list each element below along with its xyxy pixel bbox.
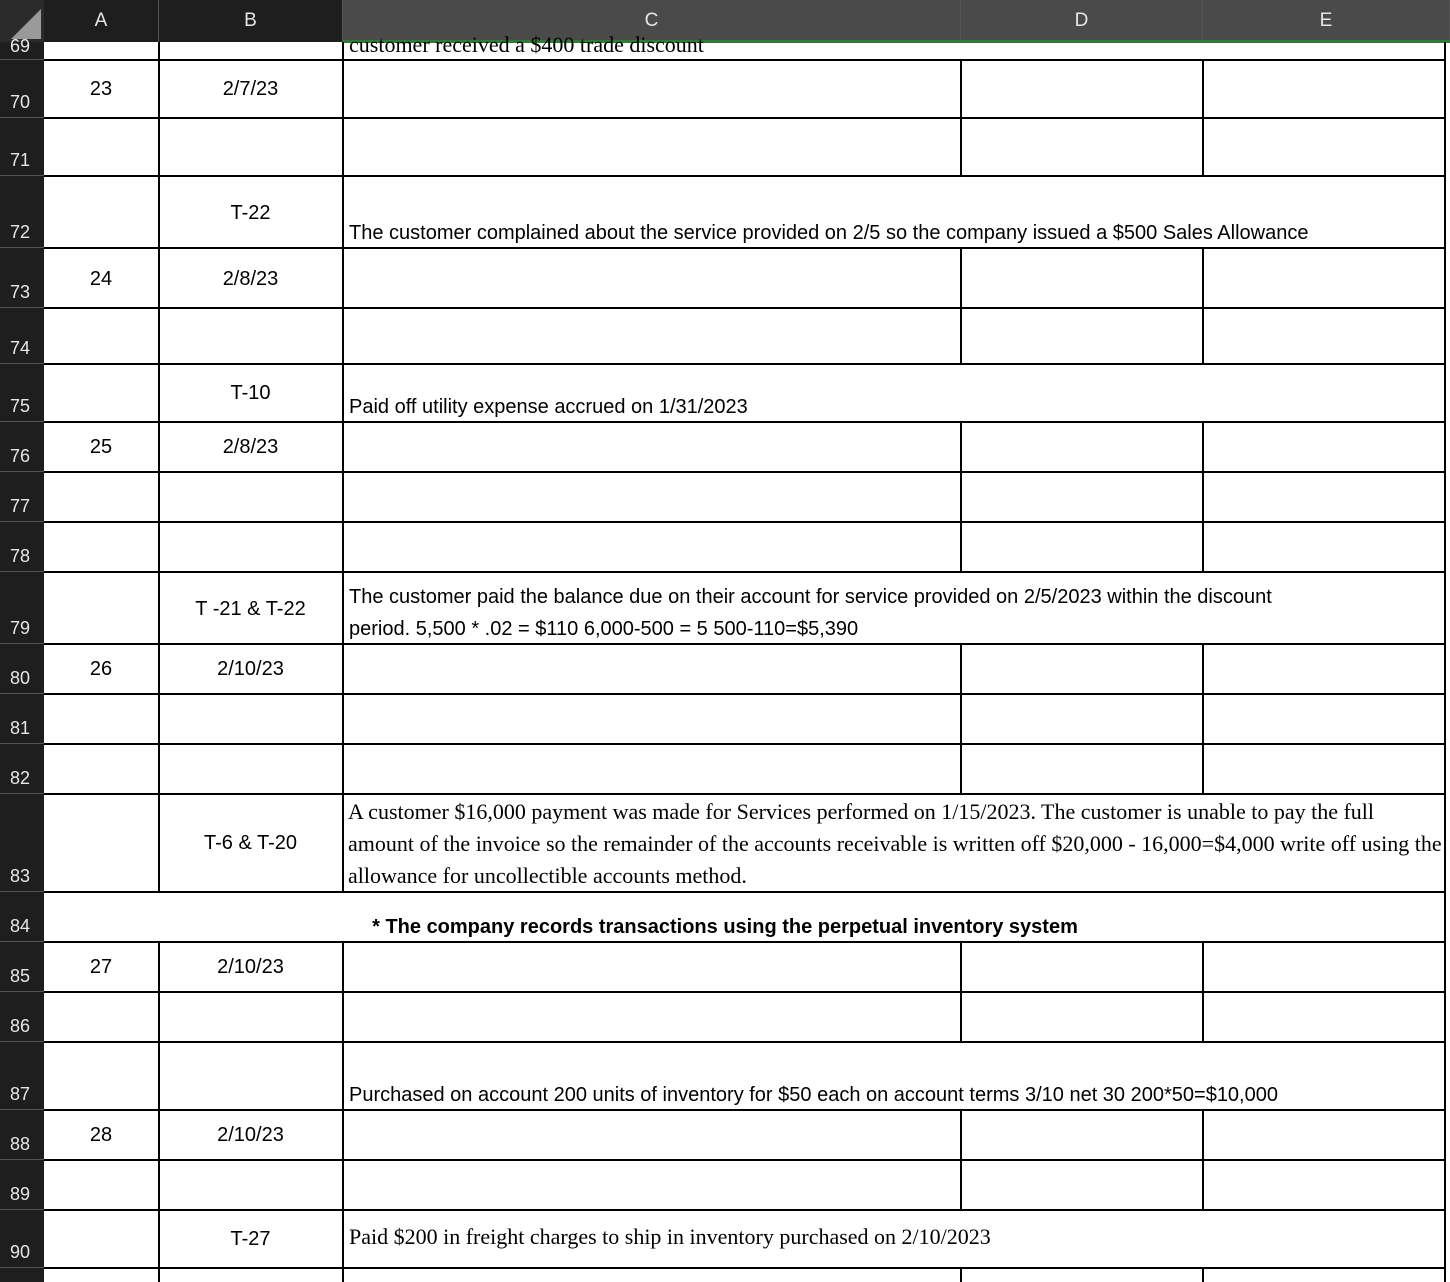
- row-header-72[interactable]: 72: [0, 176, 44, 248]
- row-header-80[interactable]: 80: [0, 644, 44, 694]
- gridline: [1202, 247, 1204, 363]
- cell-a85[interactable]: 27: [89, 956, 113, 978]
- gridline: [960, 1109, 962, 1209]
- gridline: [960, 643, 962, 793]
- row-header-86[interactable]: 86: [0, 992, 44, 1042]
- cell-c79-line2: period. 5,500 * .02 = $110 6,000-500 = 5 500-110=$5,390: [349, 618, 859, 640]
- row-header-77[interactable]: 77: [0, 472, 44, 522]
- cell-a73[interactable]: 24: [89, 268, 113, 290]
- cell-b90[interactable]: T-27: [230, 1228, 271, 1250]
- cell-c87[interactable]: Purchased on account 200 units of inventory for $50 each on account terms 3/10 net 30 200*50=$10,000: [349, 1084, 1278, 1106]
- row-header-91[interactable]: [0, 1268, 44, 1282]
- row-header-81[interactable]: 81: [0, 694, 44, 744]
- gridline: [44, 421, 1446, 423]
- column-header-e[interactable]: E: [1203, 0, 1450, 42]
- gridline: [44, 693, 1446, 695]
- gridline: [1202, 941, 1204, 1041]
- gridline: [158, 42, 160, 892]
- row-header-75[interactable]: 75: [0, 364, 44, 422]
- gridline: [44, 643, 1446, 645]
- cell-a76[interactable]: 25: [89, 436, 113, 458]
- gridline: [44, 247, 1446, 249]
- cell-c69[interactable]: customer received a $400 trade discount: [349, 32, 704, 57]
- gridline: [1202, 1267, 1204, 1282]
- gridline: [44, 363, 1446, 365]
- row-header-70[interactable]: 70: [0, 60, 44, 118]
- gridline: [44, 1159, 1446, 1161]
- cell-b83[interactable]: T-6 & T-20: [203, 832, 297, 854]
- row-header-85[interactable]: 85: [0, 942, 44, 992]
- cell-c90[interactable]: Paid $200 in freight charges to ship in inventory purchased on 2/10/2023: [349, 1224, 991, 1249]
- cell-b85[interactable]: 2/10/23: [217, 956, 284, 978]
- gridline: [44, 941, 1446, 943]
- gridline: [1202, 643, 1204, 793]
- gridline: [960, 247, 962, 363]
- column-header-b[interactable]: B: [159, 0, 343, 42]
- row-header-89[interactable]: 89: [0, 1160, 44, 1210]
- gridline: [44, 743, 1446, 745]
- gridline: [44, 1109, 1446, 1111]
- column-header-c[interactable]: C: [343, 0, 961, 42]
- cell-c72[interactable]: The customer complained about the service provided on 2/5 so the company issued a $500 Sales Allowance: [349, 222, 1309, 244]
- select-all-icon: [11, 9, 41, 39]
- row-header-90[interactable]: 90: [0, 1210, 44, 1268]
- cell-a88[interactable]: 28: [89, 1124, 113, 1146]
- inventory-system-note[interactable]: * The company records transactions using the perpetual inventory system: [372, 916, 1078, 938]
- gridline: [960, 941, 962, 1041]
- cell-c83[interactable]: A customer $16,000 payment was made for Services performed on 1/15/2023. The customer is unable to pay the full amount of the invoice so the remainder of the accounts receivable is written off $20,000 - 16,000=$4,000 write off using the allowance for uncollectible accounts method.: [348, 799, 1442, 888]
- gridline: [1202, 1109, 1204, 1209]
- row-header-83[interactable]: 83: [0, 794, 44, 892]
- gridline: [44, 307, 1446, 309]
- gridline: [44, 117, 1446, 119]
- gridline: [44, 991, 1446, 993]
- row-header-84[interactable]: 84: [0, 892, 44, 942]
- row-header-88[interactable]: 88: [0, 1110, 44, 1160]
- gridline: [44, 571, 1446, 573]
- gridline: [44, 1041, 1446, 1043]
- gridline: [44, 521, 1446, 523]
- gridline: [960, 59, 962, 175]
- row-header-69[interactable]: 69: [0, 42, 44, 60]
- row-header-73[interactable]: 73: [0, 248, 44, 308]
- cell-c75[interactable]: Paid off utility expense accrued on 1/31/2023: [349, 396, 748, 418]
- gridline: [1202, 421, 1204, 571]
- gridline: [960, 421, 962, 571]
- cell-b79[interactable]: T -21 & T-22: [195, 598, 306, 620]
- gridline: [44, 793, 1446, 795]
- row-header-71[interactable]: 71: [0, 118, 44, 176]
- gridline: [1202, 59, 1204, 175]
- gridline: [44, 1209, 1446, 1211]
- gridline: [960, 1267, 962, 1282]
- cell-b72[interactable]: T-22: [230, 202, 271, 224]
- gridline: [342, 942, 344, 1282]
- cell-c79[interactable]: The customer paid the balance due on their account for service provided on 2/5/2023 within the discount: [349, 586, 1272, 608]
- cell-b76[interactable]: 2/8/23: [222, 436, 279, 458]
- cell-b80[interactable]: 2/10/23: [217, 658, 284, 680]
- gridline: [44, 59, 1446, 61]
- row-header-76[interactable]: 76: [0, 422, 44, 472]
- row-header-74[interactable]: 74: [0, 308, 44, 364]
- gridline: [342, 42, 344, 892]
- gridline: [1444, 42, 1446, 1282]
- gridline: [44, 471, 1446, 473]
- cell-a80[interactable]: 26: [89, 658, 113, 680]
- row-header-78[interactable]: 78: [0, 522, 44, 572]
- cell-b73[interactable]: 2/8/23: [222, 268, 279, 290]
- cell-a70[interactable]: 23: [89, 78, 113, 100]
- row-header-79[interactable]: 79: [0, 572, 44, 644]
- column-header-a[interactable]: A: [44, 0, 159, 42]
- gridline: [44, 175, 1446, 177]
- column-header-d[interactable]: D: [961, 0, 1203, 42]
- cell-b88[interactable]: 2/10/23: [217, 1124, 284, 1146]
- gridline: [44, 1267, 1446, 1269]
- cell-b70[interactable]: 2/7/23: [222, 78, 279, 100]
- row-header-82[interactable]: 82: [0, 744, 44, 794]
- row-header-87[interactable]: 87: [0, 1042, 44, 1110]
- cell-b75[interactable]: T-10: [230, 382, 271, 404]
